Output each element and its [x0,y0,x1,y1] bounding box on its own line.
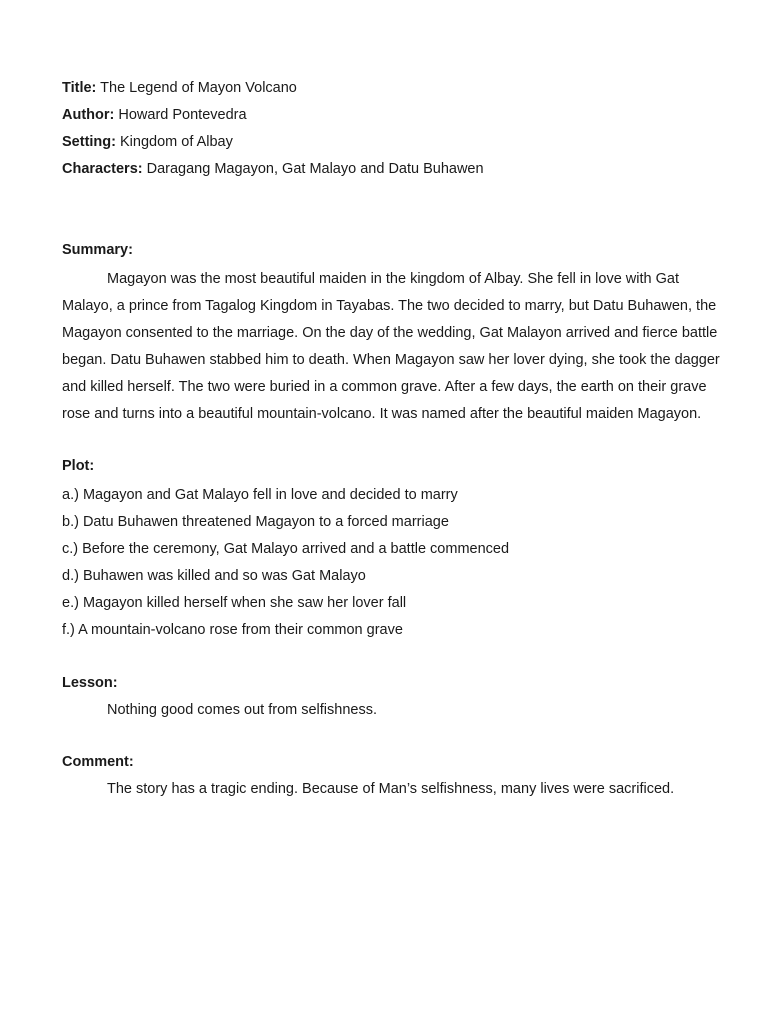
plot-list [62,482,722,644]
plot-item: b.) Datu Buhawen threatened Magayon to a forced marriage [62,514,449,530]
comment-heading: Comment: [62,754,134,770]
plot-item: c.) Before the ceremony, Gat Malayo arrived and a battle commenced [62,541,510,557]
characters-line [62,158,722,185]
metadata-block [62,77,722,185]
setting-label: Setting: [62,134,116,150]
plot-section [62,455,722,644]
plot-item: f.) A mountain-volcano rose from their common grave [62,622,403,638]
summary-section [62,239,722,428]
characters-value: Daragang Magayon, Gat Malayo and Datu Buhawen [146,161,484,177]
comment-body: The story has a tragic ending. Because of Man’s selfishness, many lives were sacrificed. [107,781,675,797]
summary-heading: Summary: [62,242,133,258]
title-line [62,77,722,104]
lesson-heading: Lesson: [62,675,118,691]
plot-item: d.) Buhawen was killed and so was Gat Malayo [62,568,366,584]
title-label: Title: [62,80,97,96]
setting-value: Kingdom of Albay [120,134,233,150]
author-line [62,104,722,131]
setting-line [62,131,722,158]
plot-item: e.) Magayon killed herself when she saw her lover fall [62,595,407,611]
plot-heading: Plot: [62,458,95,474]
comment-section [62,751,722,800]
lesson-section [62,672,722,721]
plot-item: a.) Magayon and Gat Malayo fell in love and decided to marry [62,487,458,503]
author-label: Author: [62,107,115,123]
lesson-body: Nothing good comes out from selfishness. [107,702,377,718]
characters-label: Characters: [62,161,143,177]
author-value: Howard Pontevedra [118,107,247,123]
summary-body: Magayon was the most beautiful maiden in the kingdom of Albay. She fell in love with Gat Malayo, a prince from Tagalog Kingdom in Tayabas. The two decided to marry, but Datu Buhawen, the Magayon consented to the marriage. On the day of the wedding, Gat Malayon arrived and fierce battle began. Datu Buhawen stabbed him to death. When Magayon saw her lover dying, she took the dagger and killed herself. The two were buried in a common grave. After a few days, the earth on their grave rose and turns into a beautiful mountain-volcano. It was named after the beautiful maiden Magayon. [62,271,720,422]
document-page [62,77,722,800]
title-value: The Legend of Mayon Volcano [100,80,297,96]
